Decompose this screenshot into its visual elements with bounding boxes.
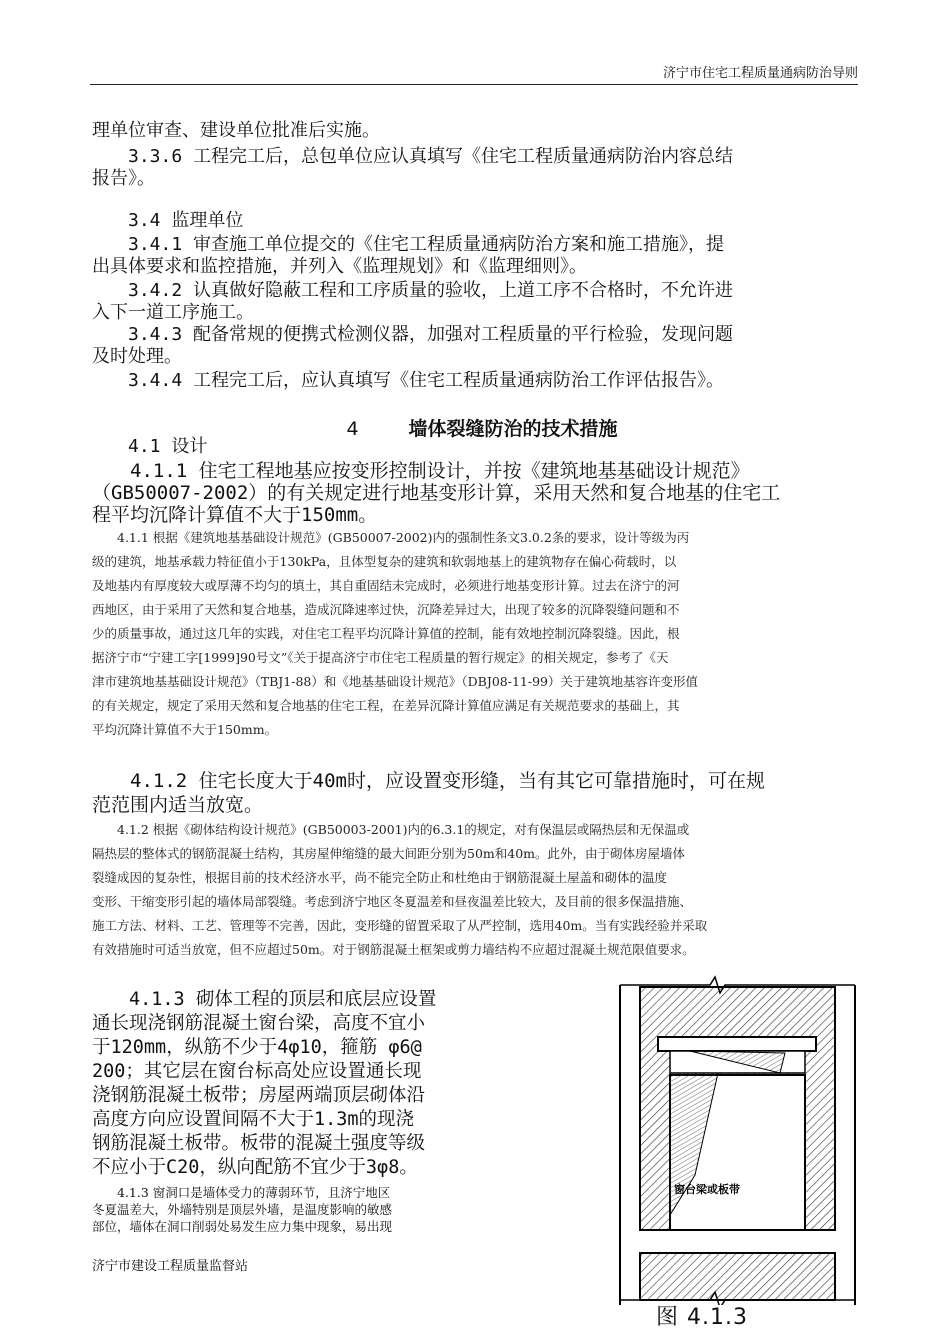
beam <box>658 1037 816 1051</box>
para-line: 范范围内适当放宽。 <box>92 794 264 816</box>
para-line: 钢筋混凝土板带。板带的混凝土强度等级 <box>92 1133 426 1154</box>
note-line: 有效措施时可适当放宽，但不应超过50m。对于钢筋混凝土框架或剪力墙结构不应超过混凝土规范限值要求。 <box>92 942 695 957</box>
note-line: 部位，墙体在洞口削弱处易发生应力集中现象，易出现 <box>92 1219 393 1234</box>
para-line: 入下一道工序施工。 <box>92 302 254 323</box>
note-line: 少的质量事故，通过这几年的实践，对住宅工程平均沉降计算值的控制，能有效地控制沉降裂缝。因此，根 <box>92 626 680 641</box>
para-line: 4.1.2 住宅长度大于40m时，应设置变形缝，当有其它可靠措施时，可在规 <box>92 770 765 792</box>
lower-wall <box>640 1253 835 1300</box>
note-line: 据济宁市“宁建工字[1999]90号文”《关于提高济宁市住宅工程质量的暂行规定》的相关规定，参考了《天 <box>92 650 669 665</box>
note-line: 4.1.3 窗洞口是墙体受力的薄弱环节，且济宁地区 <box>92 1185 391 1200</box>
section-number: 4 <box>346 418 359 440</box>
note-line: 施工方法、材料、工艺、管理等不完善，因此，变形缝的留置采取了从严控制，选用40m。当有实践经验并采取 <box>92 918 708 933</box>
section-heading: 墙体裂缝防治的技术措施 <box>408 418 618 440</box>
para-line: 及时处理。 <box>92 346 182 367</box>
figure-drawing <box>600 965 860 1305</box>
para-line: 3.4.1 审查施工单位提交的《住宅工程质量通病防治方案和施工措施》，提 <box>92 234 725 255</box>
note-line: 4.1.1 根据《建筑地基基础设计规范》(GB50007-2002)内的强制性条文3.0.2条的要求，设计等级为丙 <box>92 530 690 545</box>
note-line: 及地基内有厚度较大或厚薄不均匀的填土，其自重固结未完成时，必须进行地基变形计算。过去在济宁的河 <box>92 578 680 593</box>
para-line: 出具体要求和监控措施，并列入《监理规划》和《监理细则》。 <box>92 256 587 277</box>
note-line: 4.1.2 根据《砌体结构设计规范》(GB50003-2001)内的6.3.1的规定，对有保温层或隔热层和无保温或 <box>92 822 690 837</box>
note-line: 平均沉降计算值不大于150mm。 <box>92 722 278 737</box>
note-line: 西地区，由于采用了天然和复合地基，造成沉降速率过快，沉降差异过大，出现了较多的沉降裂缝问题和不 <box>92 602 680 617</box>
para-line: 3.4 监理单位 <box>92 210 244 231</box>
para-line: 4.1 设计 <box>92 436 208 457</box>
para-line: 3.4.4 工程完工后，应认真填写《住宅工程质量通病防治工作评估报告》。 <box>92 370 725 391</box>
note-line: 冬夏温差大，外墙特别是顶层外墙，是温度影响的敏感 <box>92 1202 393 1217</box>
note-line: 的有关规定，规定了采用天然和复合地基的住宅工程，在差异沉降计算值应满足有关规范要求的基础上，其 <box>92 698 680 713</box>
figure-caption: 图 4.1.3 <box>656 1305 748 1330</box>
para-line: 于120mm，纵筋不少于4φ10，箍筋 φ6@ <box>92 1037 422 1058</box>
para-line: 4.1.3 砌体工程的顶层和底层应设置 <box>92 989 437 1010</box>
figure-label: 窗台梁或板带 <box>674 1183 740 1196</box>
note-line: 级的建筑，地基承载力特征值小于130kPa，且体型复杂的建筑和软弱地基上的建筑物存在偏心荷载时，以 <box>92 554 677 569</box>
section-4-1-3 <box>92 988 512 1235</box>
figure-4-1-3 <box>600 965 860 1305</box>
note-line: 变形、干缩变形引起的墙体局部裂缝。考虑到济宁地区冬夏温差和昼夜温差比较大，及目前的很多保温措施、 <box>92 894 693 909</box>
para-line: 3.4.3 配备常规的便携式检测仪器，加强对工程质量的平行检验，发现问题 <box>92 324 734 345</box>
para-line: 报告》。 <box>92 168 155 189</box>
para-line: 4.1.1 住宅工程地基应按变形控制设计，并按《建筑地基基础设计规范》 <box>92 460 750 482</box>
para-line: 浇钢筋混凝土板带；房屋两端顶层砌体沿 <box>92 1085 426 1106</box>
para-line: 理单位审查、建设单位批准后实施。 <box>92 120 380 141</box>
para-line: 高度方向应设置间隔不大于1.3m的现浇 <box>92 1109 415 1130</box>
para-line: 3.3.6 工程完工后，总包单位应认真填写《住宅工程质量通病防治内容总结 <box>92 146 734 167</box>
page-footer: 济宁市建设工程质量监督站 <box>92 1259 249 1274</box>
note-line: 津市建筑地基基础设计规范》（TBJ1-88）和《地基基础设计规范》（DBJ08-11-99）关于建筑地基容许变形值 <box>92 674 699 689</box>
para-line: 程平均沉降计算值不大于150mm。 <box>92 504 378 526</box>
page-header <box>90 66 858 85</box>
para-line: （GB50007-2002）的有关规定进行地基变形计算，采用天然和复合地基的住宅工 <box>92 482 781 504</box>
para-line: 不应小于C20，纵向配筋不宜少于3φ8。 <box>92 1157 418 1178</box>
note-line: 裂缝成因的复杂性，根据目前的技术经济水平，尚不能完全防止和杜绝由于钢筋混凝土屋盖和砌体的温度 <box>92 870 668 885</box>
para-line: 3.4.2 认真做好隐蔽工程和工序质量的验收，上道工序不合格时，不允许进 <box>92 280 734 301</box>
para-line: 通长现浇钢筋混凝土窗台梁，高度不宜小 <box>92 1013 426 1034</box>
para-line: 200；其它层在窗台标高处应设置通长现 <box>92 1061 422 1082</box>
note-line: 隔热层的整体式的钢筋混凝土结构，其房屋伸缩缝的最大间距分别为50m和40m。此外，由于砌体房屋墙体 <box>92 846 686 861</box>
header-title: 济宁市住宅工程质量通病防治导则 <box>662 66 858 81</box>
